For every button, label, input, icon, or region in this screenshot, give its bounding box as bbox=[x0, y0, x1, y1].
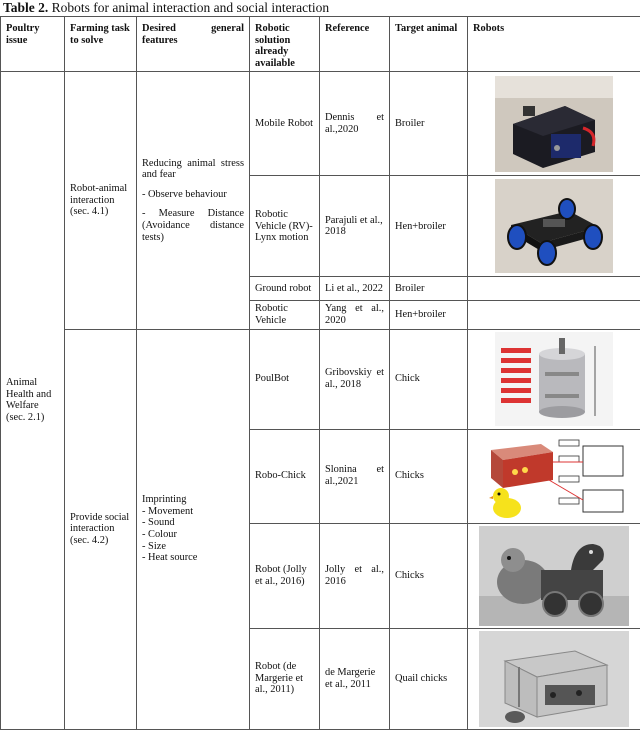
solution-cell: PoulBot bbox=[250, 329, 320, 429]
header-robotic-solution: Robotic solution already available bbox=[250, 17, 320, 72]
reference-cell: Dennis et al.,2020 bbox=[320, 72, 390, 176]
robot-photo-cell bbox=[468, 628, 640, 729]
robot-photo-cell bbox=[468, 176, 640, 277]
header-target-animal: Target animal bbox=[390, 17, 468, 72]
feature-item: - Measure Distance (Avoidance distance tests) bbox=[142, 208, 244, 243]
feature-item: Reducing animal stress and fear bbox=[142, 158, 244, 181]
reference-cell: de Margerie et al., 2011 bbox=[320, 628, 390, 729]
poultry-issue-cell: Animal Health and Welfare (sec. 2.1) bbox=[1, 72, 65, 729]
farming-task-cell: Robot-animal interaction (sec. 4.1) bbox=[65, 72, 137, 329]
solution-cell: Robotic Vehicle (RV)- Lynx motion bbox=[250, 176, 320, 277]
solution-cell: Mobile Robot bbox=[250, 72, 320, 176]
reference-cell: Gribovskiy et al., 2018 bbox=[320, 329, 390, 429]
header-farming-task: Farming task to solve bbox=[65, 17, 137, 72]
robot-photo-cell bbox=[468, 329, 640, 429]
target-cell: Hen+broiler bbox=[390, 301, 468, 329]
feature-item: - Heat source bbox=[142, 552, 244, 564]
header-row bbox=[1, 17, 640, 72]
robot-photo-cell bbox=[468, 277, 640, 301]
header-desired-features: Desired general features bbox=[137, 17, 250, 72]
farming-task-cell: Provide social interaction (sec. 4.2) bbox=[65, 329, 137, 729]
reference-cell: Yang et al., 2020 bbox=[320, 301, 390, 329]
reference-cell: Jolly et al., 2016 bbox=[320, 523, 390, 628]
solution-cell: Robotic Vehicle bbox=[250, 301, 320, 329]
solution-cell: Ground robot bbox=[250, 277, 320, 301]
lynx-vehicle-photo bbox=[495, 179, 613, 273]
solution-cell: Robot (de Margerie et al., 2011) bbox=[250, 628, 320, 729]
feature-item: - Size bbox=[142, 541, 244, 553]
header-poultry-issue: Poultry issue bbox=[1, 17, 65, 72]
robot-photo-cell bbox=[468, 523, 640, 628]
solution-cell: Robo-Chick bbox=[250, 429, 320, 523]
target-cell: Quail chicks bbox=[390, 628, 468, 729]
target-cell: Hen+broiler bbox=[390, 176, 468, 277]
poulbot-diagram bbox=[495, 332, 613, 426]
target-cell: Broiler bbox=[390, 277, 468, 301]
target-cell: Chicks bbox=[390, 429, 468, 523]
header-robots: Robots bbox=[468, 17, 640, 72]
target-cell: Broiler bbox=[390, 72, 468, 176]
feature-item: - Sound bbox=[142, 517, 244, 529]
target-cell: Chick bbox=[390, 329, 468, 429]
solution-cell: Robot (Jolly et al., 2016) bbox=[250, 523, 320, 628]
feature-item: - Movement bbox=[142, 506, 244, 518]
de-margerie-robot-photo bbox=[479, 631, 629, 727]
table-row bbox=[1, 329, 640, 429]
mobile-robot-photo bbox=[495, 76, 613, 172]
robot-photo-cell bbox=[468, 301, 640, 329]
reference-cell: Parajuli et al., 2018 bbox=[320, 176, 390, 277]
caption-title: Robots for animal interaction and social interaction bbox=[52, 0, 329, 15]
robot-photo-cell bbox=[468, 429, 640, 523]
features-cell bbox=[137, 329, 250, 729]
feature-item: - Observe behaviour bbox=[142, 189, 244, 201]
robo-chick-diagram bbox=[479, 432, 629, 520]
header-reference: Reference bbox=[320, 17, 390, 72]
target-cell: Chicks bbox=[390, 523, 468, 628]
jolly-robot-photo bbox=[479, 526, 629, 626]
features-cell bbox=[137, 72, 250, 329]
feature-item: Imprinting bbox=[142, 494, 244, 506]
table-row bbox=[1, 72, 640, 176]
caption-label: Table 2. bbox=[3, 0, 48, 15]
reference-cell: Slonina et al.,2021 bbox=[320, 429, 390, 523]
reference-cell: Li et al., 2022 bbox=[320, 277, 390, 301]
table-caption bbox=[3, 0, 329, 16]
feature-item: - Colour bbox=[142, 529, 244, 541]
robots-table bbox=[0, 16, 640, 730]
robot-photo-cell bbox=[468, 72, 640, 176]
